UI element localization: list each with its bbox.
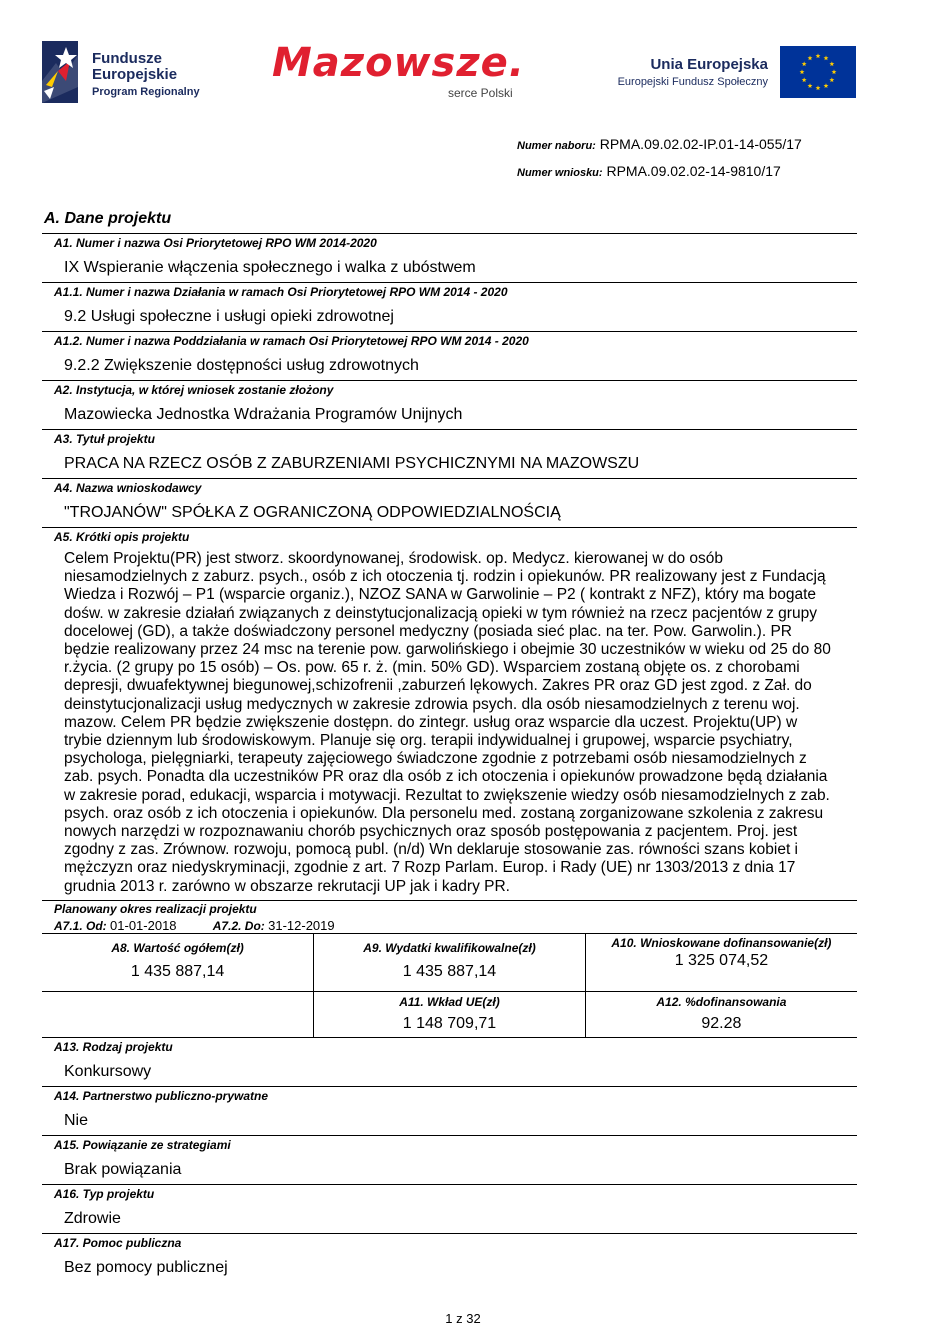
period-to-label: A7.2. Do:: [212, 918, 265, 933]
page-number: 1 z 32: [445, 1311, 481, 1326]
field-a17: [42, 1233, 857, 1282]
period-to-value: 31-12-2019: [268, 917, 335, 933]
field-a14: [42, 1086, 857, 1135]
finance-cell-a8: [42, 933, 314, 991]
finance-cell-a10: [585, 933, 857, 991]
field-label: A2. Instytucja, w której wniosek zostanie złożony: [54, 383, 334, 397]
field-a2: [42, 380, 857, 429]
field-label: A13. Rodzaj projektu: [54, 1039, 173, 1054]
finance-cell-empty: [42, 991, 314, 1037]
project-data: [42, 233, 857, 1282]
mazowsze-tagline: serce Polski: [448, 86, 513, 100]
field-value: 9.2 Usługi społeczne i usługi opieki zdrowotnej: [64, 308, 394, 325]
field-label: A5. Krótki opis projektu: [54, 530, 190, 544]
eu-flag-icon: [780, 46, 856, 98]
field-value: Bez pomocy publicznej: [64, 1258, 228, 1276]
field-a1: [42, 233, 857, 282]
field-value: "TROJANÓW" SPÓŁKA Z OGRANICZONĄ ODPOWIEDZIALNOŚCIĄ: [64, 504, 561, 521]
finance-label: A8. Wartość ogółem(zł): [111, 940, 244, 955]
field-label: A1.1. Numer i nazwa Działania w ramach Osi Priorytetowej RPO WM 2014 - 2020: [54, 285, 508, 299]
field-value: Zdrowie: [64, 1209, 121, 1227]
numer-wniosku-value: RPMA.09.02.02-14-9810/17: [606, 163, 781, 179]
application-numbers: [517, 132, 802, 186]
unia-europejska-logo: [606, 46, 862, 102]
field-value: PRACA NA RZECZ OSÓB Z ZABURZENIAMI PSYCHICZNYMI NA MAZOWSZU: [64, 455, 640, 472]
finance-row: [42, 933, 857, 991]
fe-logo-line1: Fundusze: [92, 50, 162, 67]
field-label: A17. Pomoc publiczna: [54, 1235, 182, 1250]
numer-wniosku-label: Numer wniosku:: [517, 167, 603, 179]
field-label: A15. Powiązanie ze strategiami: [54, 1137, 231, 1152]
field-label: A1.2. Numer i nazwa Poddziałania w ramach Osi Priorytetowej RPO WM 2014 - 2020: [54, 334, 529, 348]
fe-logo-line3: Program Regionalny: [92, 86, 200, 98]
finance-value: 1 325 074,52: [674, 951, 769, 969]
project-description: Celem Projektu(PR) jest stworz. skoordynowanej, środowisk. op. Medycz. kierowanej w do osób niesamodzielnych z zaburz. psych., osób z ich otoczenia tj. rodzin i opiekunów. PR realizowany jest z Fundacją Wiedza i Rozwój – P1 (wsparcie organiz.), NZOZ SANA w Garwolinie – P2 ( kontrakt z NFZ), który ma bogate dośw. w zakresie działań związanych z deinstytucjonalizacją opieki w tym również na rzecz pacjentów z grupy docelowej (GD), a także doświadczony personel medyczny (posiada sieć plac. na ter. Pow. Garwolin.). PR będzie realizowany przez 24 msc na terenie pow. garwolińskiego i obejmie 30 uczestników w wieku od 25 do 80 r.życia. (2 grupy po 15 osób) – Os. pow. 65 r. ż. (min. 50% GD). Wsparciem zostaną objęte os. z chorobami depresji, dwuafektywnej biegunowej,schizofrenii ,zaburzeń lękowych. Zakres PR oraz GD jest zgod. z Zał. do deinstytucjonalizacji usług medycznych w zakresie zdrowia psych. dla osób niesamodzielnych z terenu woj. mazow. Celem PR będzie zwiększenie dostępn. do zintegr. usług oraz wsparcie dla uczest. Projektu(UP) w trybie dziennym lub środowiskowym. Planuje się org. terapii indywidualnej i grupowej, wsparcie psychiatry, psychologa, pielęgniarki, terapeuty zajęciowego świadczone zgodnie z potrzebami osób niesamodzielnych z zab. psych. Ponadta dla uczestników PR oraz dla osób z ich otoczenia i opiekunów prowadzone będą działania w zakresie porad, edukacji, wsparcia i motywacji. Rezultat to zwiększenie wiedzy osób niesamodzielnych z zab. psych. oraz osób z ich otoczenia i opiekunów. Dla personelu med. zostaną zorganizowane szkolenia z zakresu nowych narzędzi w rozpoznawaniu chorób psychicznych oraz sposób postępowania z pacjentem. Proj. jest zgodny z zas. Zrównow. rozwoju, pomocą publ. (n/d) Wn deklaruje stosowanie zas. równości szans kobiet i mężczyzn oraz niedyskryminacji, zgodnie z art. 7 Rozp Parlam. Europ. i Rady (UE) nr 1303/2013 z dnia 17 grudnia 2013 r. zarówno w obszarze rekrutacji UP jak i kadry PR.: [64, 550, 831, 895]
ue-logo-line1: Unia Europejska: [650, 56, 768, 73]
field-label: A1. Numer i nazwa Osi Priorytetowej RPO WM 2014-2020: [54, 236, 377, 250]
ue-logo-text: [606, 56, 768, 88]
finance-value: 92.28: [701, 1014, 742, 1032]
fundusze-europejskie-logo: [42, 41, 242, 103]
realization-period: [42, 900, 857, 933]
field-label: A3. Tytuł projektu: [54, 432, 155, 446]
fe-flag-icon: [42, 41, 82, 103]
ue-logo-line2: Europejski Fundusz Społeczny: [617, 76, 768, 88]
finance-cell-a11: [314, 991, 586, 1037]
fe-logo-line2: Europejskie: [92, 66, 178, 83]
fe-logo-text: [92, 51, 200, 100]
finance-value: 1 435 887,14: [402, 962, 497, 980]
finance-label: A10. Wnioskowane dofinansowanie(zł): [611, 935, 832, 950]
finance-label: A11. Wkład UE(zł): [399, 994, 500, 1009]
field-a3: [42, 429, 857, 478]
field-value: Brak powiązania: [64, 1160, 182, 1178]
numer-naboru-value: RPMA.09.02.02-IP.01-14-055/17: [599, 136, 802, 152]
numer-naboru-label: Numer naboru:: [517, 140, 596, 152]
period-label: Planowany okres realizacji projektu: [54, 901, 257, 916]
numer-naboru-row: [517, 132, 802, 159]
period-from-value: 01-01-2018: [110, 917, 177, 933]
finance-value: 1 435 887,14: [130, 962, 225, 980]
finance-row: [42, 991, 857, 1037]
finance-label: A9. Wydatki kwalifikowalne(zł): [363, 940, 536, 955]
numer-wniosku-row: [517, 159, 802, 186]
field-a1-2: [42, 331, 857, 380]
finance-table: [42, 933, 857, 1038]
finance-cell-a12: [585, 991, 857, 1037]
field-value: Mazowiecka Jednostka Wdrażania Programów Unijnych: [64, 406, 463, 423]
field-label: A4. Nazwa wnioskodawcy: [54, 481, 202, 495]
field-a4: [42, 478, 857, 527]
period-dates: [54, 918, 857, 933]
field-value: Nie: [64, 1111, 89, 1129]
field-a5: [42, 527, 857, 900]
field-a15: [42, 1135, 857, 1184]
field-a16: [42, 1184, 857, 1233]
period-from-label: A7.1. Od:: [54, 918, 107, 933]
field-value: 9.2.2 Zwiększenie dostępności usług zdrowotnych: [64, 357, 419, 374]
field-label: A14. Partnerstwo publiczno-prywatne: [54, 1088, 269, 1103]
section-title: A. Dane projektu: [44, 210, 172, 227]
field-label: A16. Typ projektu: [54, 1186, 155, 1201]
field-a1-1: [42, 282, 857, 331]
field-value: IX Wspieranie włączenia społecznego i walka z ubóstwem: [64, 259, 476, 276]
field-value: Konkursowy: [64, 1062, 152, 1080]
mazowsze-wordmark: Mazowsze.: [272, 40, 525, 86]
mazowsze-logo: [272, 40, 542, 104]
field-a13: [42, 1038, 857, 1086]
finance-cell-a9: [314, 933, 586, 991]
finance-value: 1 148 709,71: [402, 1014, 497, 1032]
finance-label: A12. %dofinansowania: [656, 994, 787, 1009]
